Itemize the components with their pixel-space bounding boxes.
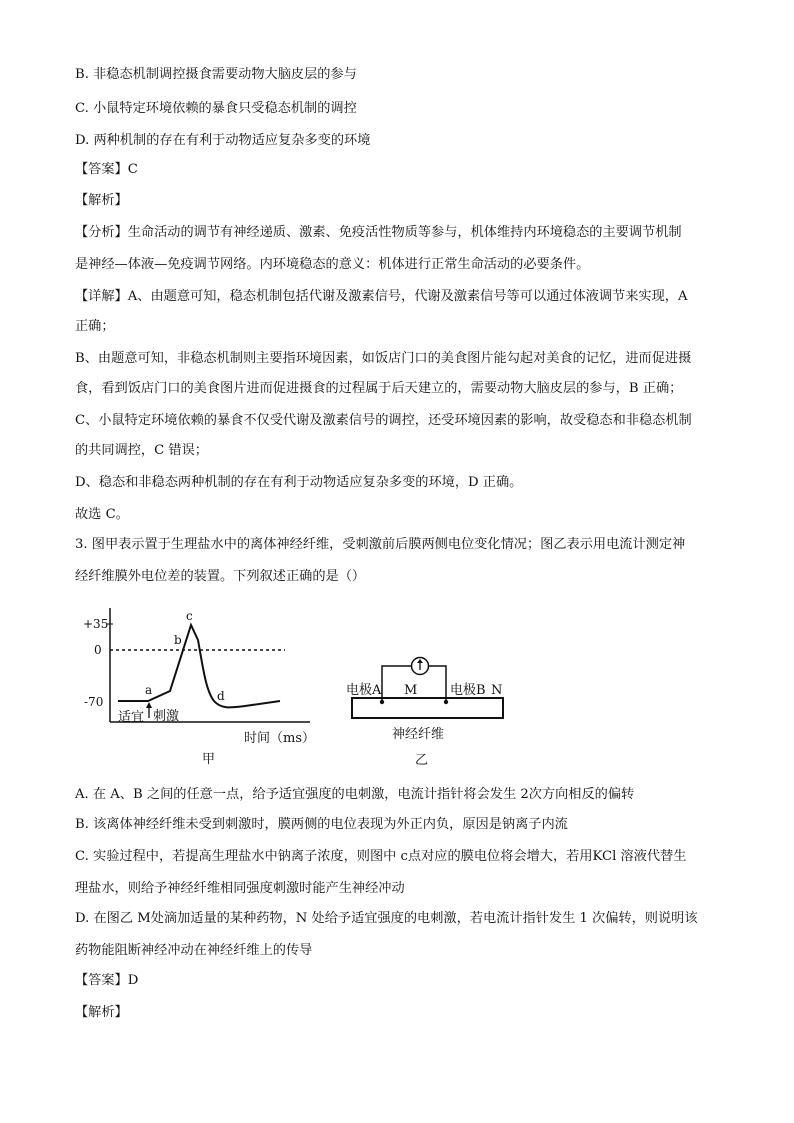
point-label-b: b bbox=[174, 633, 182, 647]
q3-stem-line: 经纤维膜外电位差的装置。下列叙述正确的是（） bbox=[75, 569, 366, 584]
xiangjie-line: 正确； bbox=[75, 319, 115, 334]
fenxi-line: 【分析】生命活动的调节有神经递质、激素、免疫活性物质等参与，机体维持内环境稳态的主要调节机制 bbox=[75, 225, 682, 240]
figure-yi-apparatus bbox=[340, 650, 520, 768]
electrode-b-dot bbox=[444, 700, 448, 704]
xiangjie-line: B、由题意可知，非稳态机制则主要指环境因素，如饭店门口的美食图片能勾起对美食的记忆，进而促进摄 bbox=[75, 351, 692, 366]
point-label-c: c bbox=[186, 609, 193, 623]
option-b: B. 非稳态机制调控摄食需要动物大脑皮层的参与 bbox=[75, 67, 357, 82]
figure-yi-caption: 乙 bbox=[415, 753, 429, 768]
y-label-plus35: +35 bbox=[83, 617, 109, 631]
point-label-a: a bbox=[145, 683, 153, 697]
q3-option-d-cont: 药物能阻断神经冲动在神经纤维上的传导 bbox=[75, 943, 313, 958]
y-label-zero: 0 bbox=[94, 643, 102, 657]
nerve-fiber-label: 神经纤维 bbox=[392, 727, 445, 742]
electrode-a-dot bbox=[380, 700, 384, 704]
q3-option-c: C. 实验过程中，若提高生理盐水中钠离子浓度，则图中 c点对应的膜电位将会增大，若用KCl 溶液代替生 bbox=[75, 849, 687, 864]
stimulus-arrow-head bbox=[146, 702, 152, 708]
analysis-heading: 【解析】 bbox=[75, 193, 128, 208]
q3-answer-line: 【答案】D bbox=[75, 973, 139, 988]
stimulus-label: 适宜 bbox=[118, 710, 145, 725]
q3-option-a: A. 在 A、B 之间的任意一点，给予适宜强度的电刺激，电流计指针将会发生 2次方向相反的偏转 bbox=[75, 787, 635, 802]
xiangjie-line: 食，看到饭店门口的美食图片进而促进摄食的过程属于后天建立的，需要动物大脑皮层的参与，B 正确； bbox=[75, 381, 683, 396]
y-label-minus70: -70 bbox=[84, 695, 104, 709]
figure-jia-potential-graph bbox=[80, 606, 320, 766]
point-m-label: M bbox=[404, 683, 418, 698]
conclusion-line: 故选 C。 bbox=[75, 507, 129, 522]
point-label-d: d bbox=[217, 689, 225, 703]
nerve-fiber bbox=[352, 698, 503, 718]
answer-line: 【答案】C bbox=[75, 162, 138, 177]
xiangjie-line: D、稳态和非稳态两种机制的存在有利于动物适应复杂多变的环境，D 正确。 bbox=[75, 475, 523, 490]
xiangjie-line: 的共同调控，C 错误； bbox=[75, 443, 208, 458]
figure-jia-caption: 甲 bbox=[202, 752, 216, 766]
fenxi-line: 是神经—体液—免疫调节网络。内环境稳态的意义：机体进行正常生命活动的必要条件。 bbox=[75, 257, 590, 272]
q3-option-b: B. 该离体神经纤维未受到刺激时，膜两侧的电位表现为外正内负，原因是钠离子内流 bbox=[75, 817, 568, 832]
q3-option-c-cont: 理盐水，则给予神经纤维相同强度刺激时能产生神经冲动 bbox=[75, 881, 405, 896]
option-c: C. 小鼠特定环境依赖的暴食只受稳态机制的调控 bbox=[75, 101, 357, 116]
q3-stem-line: 3. 图甲表示置于生理盐水中的离体神经纤维，受刺激前后膜两侧电位变化情况；图乙表示用电流计测定神 bbox=[75, 537, 686, 552]
electrode-b-label: 电极B bbox=[450, 683, 486, 698]
q3-analysis-heading: 【解析】 bbox=[75, 1005, 128, 1020]
xiangjie-line: C、小鼠特定环境依赖的暴食不仅受代谢及激素信号的调控，还受环境因素的影响，故受稳态和非稳态机制 bbox=[75, 413, 692, 428]
point-n-label: N bbox=[491, 683, 503, 698]
x-axis-label: 时间（ms） bbox=[244, 731, 315, 746]
action-potential-curve bbox=[118, 625, 280, 707]
xiangjie-line: 【详解】A、由题意可知，稳态机制包括代谢及激素信号，代谢及激素信号等可以通过体液调节来实现，A bbox=[75, 289, 688, 304]
electrode-a-label: 电极A bbox=[346, 683, 382, 698]
stimulus-label-2: 刺激 bbox=[153, 709, 180, 724]
option-d: D. 两种机制的存在有利于动物适应复杂多变的环境 bbox=[75, 133, 371, 148]
q3-option-d: D. 在图乙 M处滴加适量的某种药物，N 处给予适宜强度的电刺激，若电流计指针发生 1 次偏转，则说明该 bbox=[75, 911, 698, 926]
